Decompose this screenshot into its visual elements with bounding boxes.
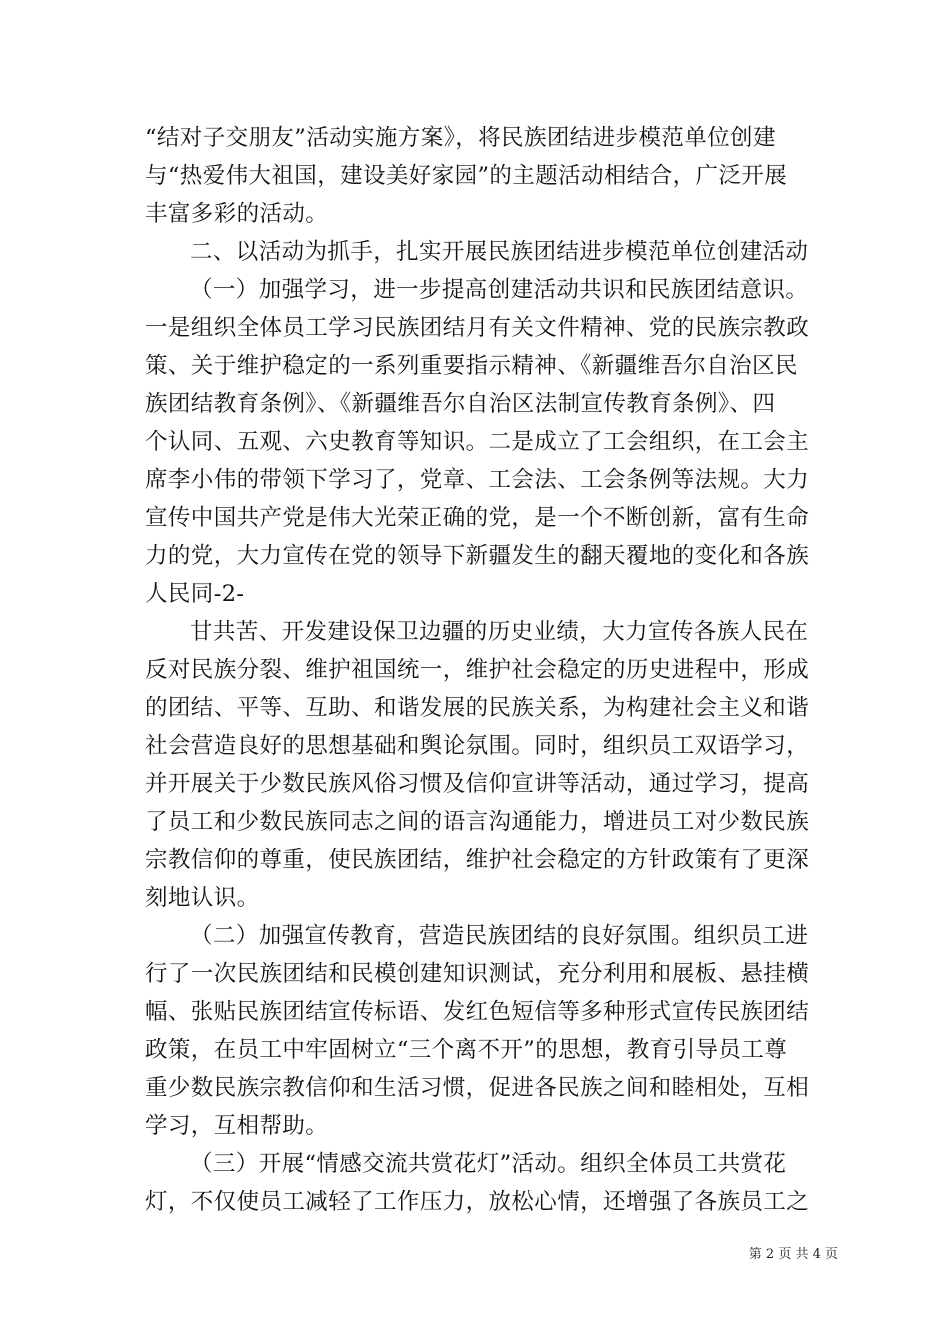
text-line: 学习，互相帮助。 [145, 1113, 329, 1139]
text-line: 的团结、平等、互助、和谐发展的民族关系，为构建社会主义和谐 [145, 695, 810, 721]
text-line: 反对民族分裂、维护祖国统一，维护社会稳定的历史进程中，形成 [145, 657, 810, 683]
text-line: 甘共苦、开发建设保卫边疆的历史业绩，大力宣传各族人民在 [190, 619, 809, 645]
text-line: “结对子交朋友”活动实施方案》，将民族团结进步模范单位创建 [145, 125, 776, 151]
text-line: 丰富多彩的活动。 [145, 201, 329, 227]
text-line: 个认同、五观、六史教育等知识。二是成立了工会组织，在工会主 [145, 429, 810, 455]
section-heading: 二、以活动为抓手，扎实开展民族团结进步模范单位创建活动 [190, 239, 809, 265]
text-line: 宗教信仰的尊重，使民族团结，维护社会稳定的方针政策有了更深 [145, 847, 810, 873]
text-line: 宣传中国共产党是伟大光荣正确的党，是一个不断创新，富有生命 [145, 505, 810, 531]
text-line: 了员工和少数民族同志之间的语言沟通能力，增进员工对少数民族 [145, 809, 810, 835]
text-line: 行了一次民族团结和民模创建知识测试，充分利用和展板、悬挂横 [145, 961, 810, 987]
subsection-heading: （二）加强宣传教育，营造民族团结的良好氛围。组织员工进 [190, 923, 809, 949]
text-line: 并开展关于少数民族风俗习惯及信仰宣讲等活动，通过学习，提高 [145, 771, 810, 797]
text-line: 刻地认识。 [145, 885, 260, 911]
text-line: 一是组织全体员工学习民族团结月有关文件精神、党的民族宗教政 [145, 315, 810, 341]
text-line: 族团结教育条例》、《新疆维吾尔自治区法制宣传教育条例》、四 [145, 391, 776, 417]
text-line: 幅、张贴民族团结宣传标语、发红色短信等多种形式宣传民族团结 [145, 999, 810, 1025]
text-line: 灯，不仅使员工减轻了工作压力，放松心情，还增强了各族员工之 [145, 1189, 810, 1215]
text-line: 重少数民族宗教信仰和生活习惯，促进各民族之间和睦相处，互相 [145, 1075, 810, 1101]
text-line: 政策，在员工中牢固树立“三个离不开”的思想，教育引导员工尊 [145, 1037, 788, 1063]
text-line: 席李小伟的带领下学习了，党章、工会法、工会条例等法规。大力 [145, 467, 810, 493]
subsection-heading: （一）加强学习，进一步提高创建活动共识和民族团结意识。 [190, 277, 809, 303]
text-line: 力的党，大力宣传在党的领导下新疆发生的翻天覆地的变化和各族 [145, 543, 810, 569]
text-line: 社会营造良好的思想基础和舆论氛围。同时，组织员工双语学习， [145, 733, 810, 759]
text-line: 策、关于维护稳定的一系列重要指示精神、《新疆维吾尔自治区民 [145, 353, 798, 379]
text-line: 人民同-2- [145, 581, 245, 607]
text-line: 与“热爱伟大祖国，建设美好家园”的主题活动相结合，广泛开展 [145, 163, 788, 189]
page-number-footer: 第 2 页 共 4 页 [748, 1247, 838, 1262]
subsection-heading: （三）开展“情感交流共赏花灯”活动。组织全体员工共赏花 [190, 1151, 787, 1177]
